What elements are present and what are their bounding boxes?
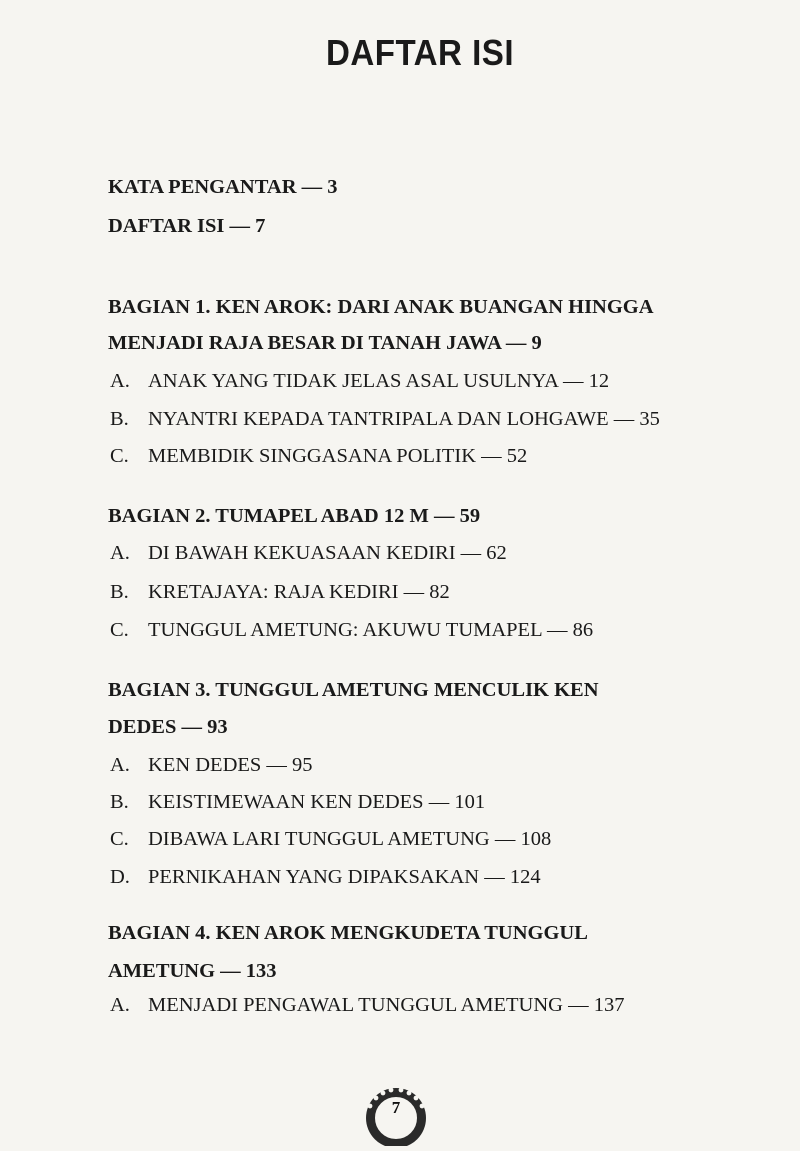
item-text: TUNGGUL AMETUNG: AKUWU TUMAPEL — 86 [148, 619, 594, 641]
item-letter: C. [110, 828, 129, 850]
toc-item [110, 828, 551, 851]
item-text: MENJADI PENGAWAL TUNGGUL AMETUNG — 137 [148, 994, 625, 1016]
item-letter: A. [110, 370, 130, 392]
section-heading-1-line-1: BAGIAN 1. KEN AROK: DARI ANAK BUANGAN HINGGA [108, 296, 654, 318]
item-letter: C. [110, 445, 129, 467]
item-letter: A. [110, 542, 130, 564]
item-letter: B. [110, 791, 129, 813]
toc-entry-kata-pengantar: KATA PENGANTAR — 3 [108, 176, 338, 198]
section-heading-2: BAGIAN 2. TUMAPEL ABAD 12 M — 59 [108, 505, 481, 527]
item-letter: A. [110, 994, 130, 1016]
toc-item [110, 581, 450, 604]
toc-item [110, 445, 527, 468]
toc-item [110, 754, 313, 777]
item-text: DI BAWAH KEKUASAAN KEDIRI — 62 [148, 542, 507, 564]
toc-item [110, 408, 660, 431]
section-heading-3-line-2: DEDES — 93 [108, 716, 228, 738]
item-text: ANAK YANG TIDAK JELAS ASAL USULNYA — 12 [148, 370, 610, 392]
section-heading-4-line-2: AMETUNG — 133 [108, 960, 277, 982]
section-heading-1-line-2: MENJADI RAJA BESAR DI TANAH JAWA — 9 [108, 332, 542, 354]
item-text: DIBAWA LARI TUNGGUL AMETUNG — 108 [148, 828, 552, 850]
item-text: MEMBIDIK SINGGASANA POLITIK — 52 [148, 445, 528, 467]
item-text: KEISTIMEWAAN KEN DEDES — 101 [148, 791, 486, 813]
page-title: DAFTAR ISI [326, 32, 514, 73]
item-text: PERNIKAHAN YANG DIPAKSAKAN — 124 [148, 866, 541, 888]
toc-item [110, 791, 485, 814]
item-letter: B. [110, 581, 129, 603]
item-text: KEN DEDES — 95 [148, 754, 313, 776]
item-text: KRETAJAYA: RAJA KEDIRI — 82 [148, 581, 450, 603]
toc-item [110, 542, 507, 565]
item-letter: B. [110, 408, 129, 430]
toc-item [110, 866, 541, 889]
toc-item [110, 619, 593, 642]
section-heading-3-line-1: BAGIAN 3. TUNGGUL AMETUNG MENCULIK KEN [108, 679, 599, 701]
item-letter: A. [110, 754, 130, 776]
section-heading-4-line-1: BAGIAN 4. KEN AROK MENGKUDETA TUNGGUL [108, 922, 588, 944]
item-letter: C. [110, 619, 129, 641]
item-letter: D. [110, 866, 130, 888]
toc-item [110, 370, 609, 393]
page-number: 7 [391, 1098, 401, 1117]
page-number-ornament [346, 1076, 446, 1146]
toc-entry-daftar-isi: DAFTAR ISI — 7 [108, 215, 266, 237]
item-text: NYANTRI KEPADA TANTRIPALA DAN LOHGAWE — 35 [148, 408, 660, 430]
toc-item [110, 994, 624, 1017]
